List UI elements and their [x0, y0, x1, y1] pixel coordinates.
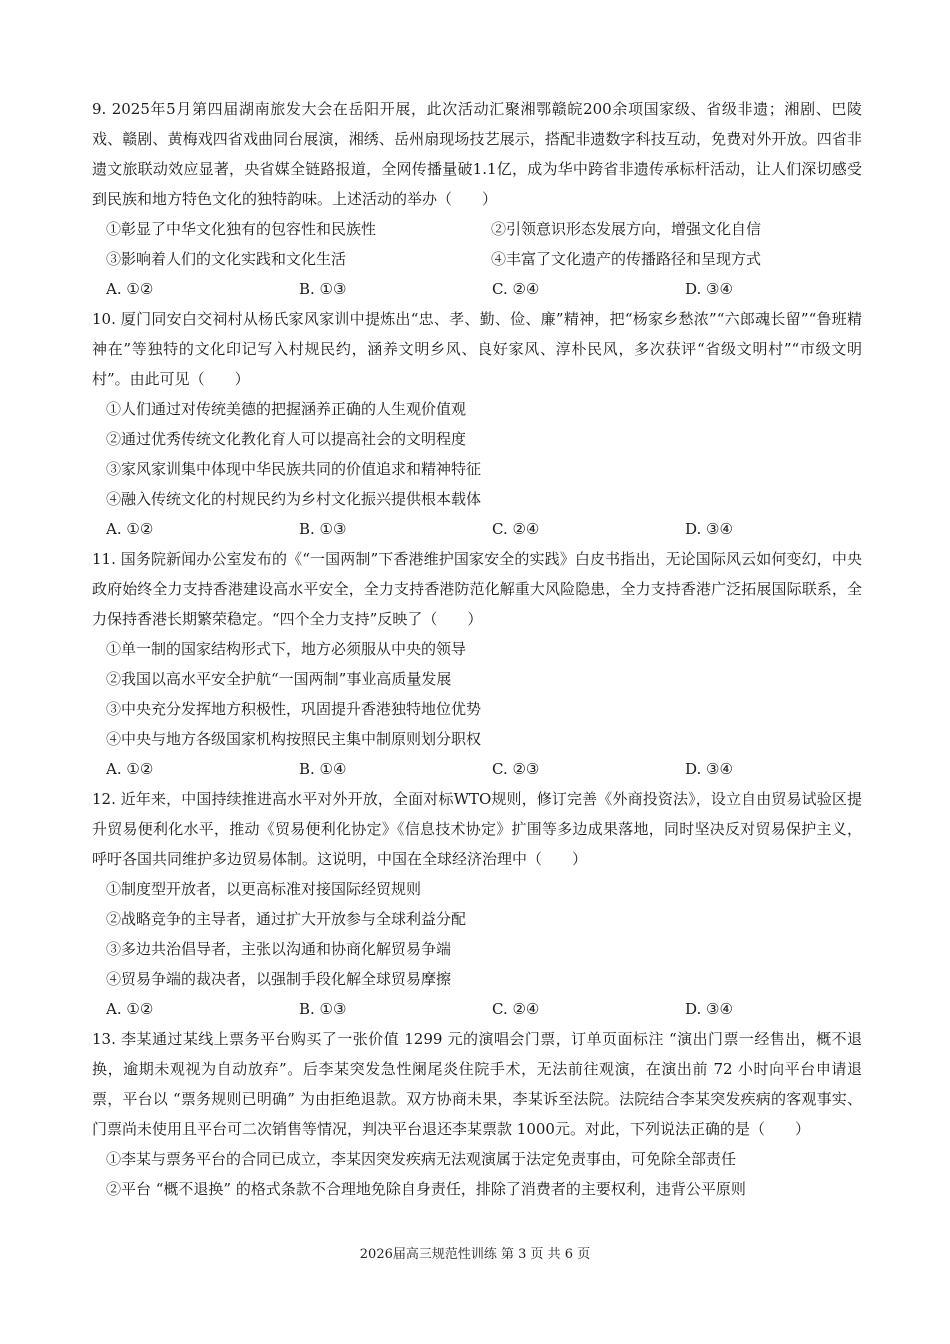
choice-b: B. ①③ [299, 280, 347, 298]
option-4: ④融入传统文化的村规民约为乡村文化振兴提供根本载体 [106, 490, 482, 508]
choice-d: D. ③④ [685, 1000, 733, 1018]
option-1: ①人们通过对传统美德的把握涵养正确的人生观价值观 [106, 400, 467, 418]
question-stem: 13. 李某通过某线上票务平台购买了一张价值 1299 元的演唱会门票，订单页面标注 “演出门票一经售出，概不退换，逾期未观视为自动放弃”。后李某突发急性阑尾炎住院手术，无法前往观演，在演出前 72 小时向平台申请退票，平台以 “票务规则已明确” 为由拒绝退款。双方协商未果，李某诉至法院。法院结合李某突发疾病的客观事实、门票尚未使用且平台可二次销售等情况，判决平台退还李某票款 1000元。对此，下列说法正确的是（ ） [92, 1030, 862, 1138]
question-stem: 12. 近年来，中国持续推进高水平对外开放，全面对标WTO规则，修订完善《外商投资法》，设立自由贸易试验区提升贸易便利化水平，推动《贸易便利化协定》《信息技术协定》扩围等多边成果落地，同时坚决反对贸易保护主义，呼吁各国共同维护多边贸易体制。这说明，中国在全球经济治理中（ ） [92, 790, 862, 868]
answer-choices [92, 994, 862, 1024]
choice-b: B. ①③ [299, 520, 347, 538]
choice-d: D. ③④ [685, 760, 733, 778]
option-1: ①彰显了中华文化独有的包容性和民族性 [106, 220, 377, 238]
question-stem: 9. 2025年5月第四届湖南旅发大会在岳阳开展，此次活动汇聚湘鄂赣皖200余项国家级、省级非遗；湘剧、巴陵戏、赣剧、黄梅戏四省戏曲同台展演，湘绣、岳州扇现场技艺展示，搭配非遗数字科技互动，免费对外开放。四省非遗文旅联动效应显著，央省媒全链路报道，全网传播量破1.1亿，成为华中跨省非遗传承标杆活动，让人们深切感受到民族和地方特色文化的独特韵味。上述活动的举办（ ） [92, 100, 862, 208]
question-13 [92, 1024, 862, 1204]
answer-choices [92, 514, 862, 544]
question-stem: 10. 厦门同安白交祠村从杨氏家风家训中提炼出“忠、孝、勤、俭、廉”精神，把“杨家乡愁浓”“六郎魂长留”“鲁班精神在”等独特的文化印记写入村规民约，涵养文明乡风、良好家风、淳朴民风，多次获评“省级文明村”“市级文明村”。由此可见（ ） [92, 310, 862, 388]
question-10 [92, 304, 862, 544]
option-1: ①李某与票务平台的合同已成立，李某因突发疾病无法观演属于法定免责事由，可免除全部责任 [106, 1150, 737, 1168]
option-2: ②通过优秀传统文化教化育人可以提高社会的文明程度 [106, 430, 467, 448]
option-1: ①制度型开放者，以更高标准对接国际经贸规则 [106, 880, 422, 898]
answer-choices [92, 754, 862, 784]
choice-b: B. ①④ [299, 760, 347, 778]
option-2: ②我国以高水平安全护航“一国两制”事业高质量发展 [106, 670, 452, 688]
option-3: ③中央充分发挥地方积极性，巩固提升香港独特地位优势 [106, 700, 482, 718]
choice-d: D. ③④ [685, 520, 733, 538]
choice-b: B. ①③ [299, 1000, 347, 1018]
choice-c: C. ②④ [492, 520, 540, 538]
option-1: ①单一制的国家结构形式下，地方必须服从中央的领导 [106, 640, 467, 658]
question-12 [92, 784, 862, 1024]
option-2: ②平台 “概不退换” 的格式条款不合理地免除自身责任，排除了消费者的主要权利，违背公平原则 [106, 1180, 746, 1198]
choice-c: C. ②④ [492, 280, 540, 298]
option-3: ③多边共治倡导者，主张以沟通和协商化解贸易争端 [106, 940, 452, 958]
choice-a: A. ①② [106, 280, 154, 298]
question-11 [92, 544, 862, 784]
option-2: ②引领意识形态发展方向，增强文化自信 [491, 220, 762, 238]
question-9 [92, 94, 862, 304]
option-4: ④丰富了文化遗产的传播路径和呈现方式 [491, 250, 762, 268]
option-2: ②战略竞争的主导者，通过扩大开放参与全球利益分配 [106, 910, 467, 928]
choice-a: A. ①② [106, 760, 154, 778]
choice-c: C. ②④ [492, 1000, 540, 1018]
option-list [92, 214, 862, 274]
choice-c: C. ②③ [492, 760, 540, 778]
option-3: ③影响着人们的文化实践和文化生活 [106, 250, 347, 268]
option-4: ④贸易争端的裁决者，以强制手段化解全球贸易摩擦 [106, 970, 452, 988]
page-content [92, 94, 862, 1204]
choice-a: A. ①② [106, 520, 154, 538]
option-3: ③家风家训集中体现中华民族共同的价值追求和精神特征 [106, 460, 482, 478]
question-stem: 11. 国务院新闻办公室发布的《“一国两制”下香港维护国家安全的实践》白皮书指出，无论国际风云如何变幻，中央政府始终全力支持香港建设高水平安全，全力支持香港防范化解重大风险隐患，全力支持香港广泛拓展国际联系，全力保持香港长期繁荣稳定。“四个全力支持”反映了（ ） [92, 550, 862, 628]
option-4: ④中央与地方各级国家机构按照民主集中制原则划分职权 [106, 730, 482, 748]
page-footer: 2026届高三规范性训练 第 3 页 共 6 页 [359, 1247, 591, 1262]
choice-a: A. ①② [106, 1000, 154, 1018]
choice-d: D. ③④ [685, 280, 733, 298]
answer-choices [92, 274, 862, 304]
